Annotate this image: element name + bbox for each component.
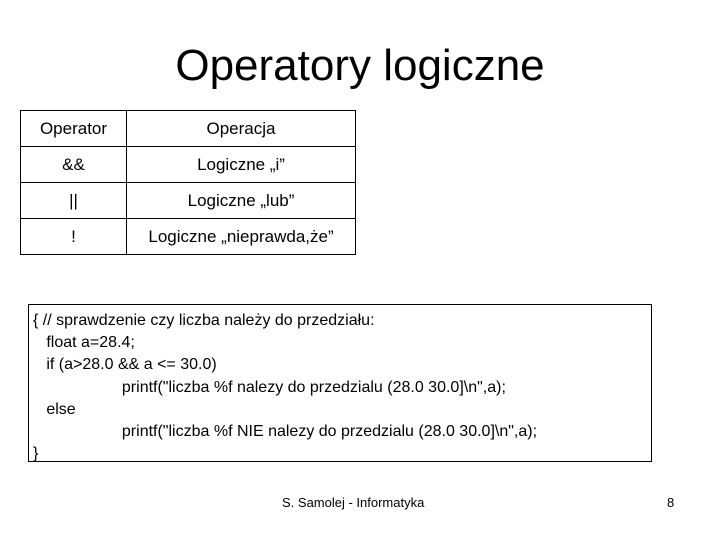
header-operator: Operator [21,111,127,147]
slide-title: Operatory logiczne [175,41,545,90]
table-row [21,219,356,255]
table-row [21,183,356,219]
operation-cell: Logiczne „lub” [127,183,356,219]
footer-author: S. Samolej - Informatyka [282,495,425,510]
table-row [21,147,356,183]
operation-cell: Logiczne „i” [127,147,356,183]
code-line: printf("liczba %f nalezy do przedzialu (28.0 30.0]\n",a); [33,378,506,396]
operator-cell: && [21,147,127,183]
header-operation: Operacja [127,111,356,147]
operators-table [20,110,356,255]
code-line: printf("liczba %f NIE nalezy do przedzialu (28.0 30.0]\n",a); [33,423,538,441]
table-header-row [21,111,356,147]
operation-cell: Logiczne „nieprawda,że” [127,219,356,255]
code-line: if (a>28.0 && a <= 30.0) [33,356,217,374]
operator-cell: ! [21,219,127,255]
code-line: else [33,400,76,418]
code-box [28,304,652,462]
page-number: 8 [667,495,675,510]
code-line: } [33,445,39,463]
operator-cell: || [21,183,127,219]
code-line: float a=28.4; [33,334,135,352]
code-line: { // sprawdzenie czy liczba należy do przedziału: [33,312,375,329]
